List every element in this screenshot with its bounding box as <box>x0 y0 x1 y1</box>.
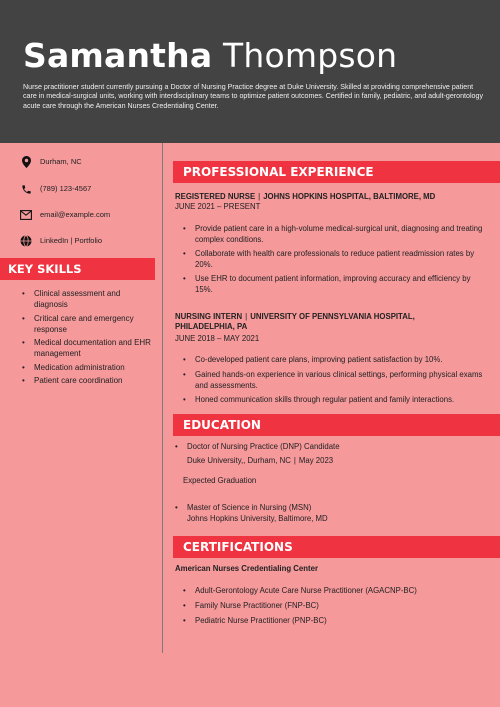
school-1: Duke University,, Durham, NC <box>187 456 291 465</box>
list-item: • Co-developed patient care plans, improving patient satisfaction by 10%. <box>183 354 488 365</box>
list-item: • Collaborate with health care professionals to reduce patient readmission rates by 20%. <box>183 248 488 270</box>
list-item: • Honed communication skills through regular patient and family interactions. <box>183 394 488 405</box>
title-separator: | <box>258 192 261 201</box>
key-skills-heading: KEY SKILLS <box>0 258 155 280</box>
phone-icon <box>20 183 32 195</box>
contact-phone <box>20 183 91 195</box>
bullet-marker: • <box>175 503 178 512</box>
map-pin-icon <box>20 156 32 168</box>
resume-header <box>0 0 500 143</box>
location-text: Durham, NC <box>40 157 82 166</box>
list-item: • Patient care coordination <box>20 375 155 386</box>
job-1-title: REGISTERED NURSE <box>175 192 256 201</box>
graduation-date-1: May 2023 <box>298 456 334 465</box>
list-item: • Medical documentation and EHR management <box>20 337 155 359</box>
list-item: • Gained hands-on experience in various clinical settings, performing physical exams and assessments. <box>183 369 488 391</box>
job-1-bullets <box>183 223 488 295</box>
job-1-dates: JUNE 2021 – PRESENT <box>175 202 261 211</box>
school-1-line <box>187 455 333 466</box>
contact-location <box>20 156 82 168</box>
contact-email <box>20 209 110 221</box>
date-separator: | <box>293 456 296 465</box>
education-heading: EDUCATION <box>173 414 500 436</box>
certifications-list <box>183 585 488 626</box>
list-item: • Pediatric Nurse Practitioner (PNP-BC) <box>183 615 488 626</box>
profile-summary: Nurse practitioner student currently pursuing a Doctor of Nursing Practice degree at Duke University. Skilled at providing comprehensive patient care in medical-surgical units, working with interdisciplinary teams to optimize patient outcomes. Certified in family, pediatric, and adult-gerontology acute care through the American Nurses Credentialing Center. <box>23 83 483 110</box>
globe-icon <box>20 235 32 247</box>
bullet-marker: • <box>175 442 178 451</box>
job-2-employer-line1: UNIVERSITY OF PENNSYLVANIA HOSPITAL, <box>250 312 415 321</box>
job-2-title: NURSING INTERN <box>175 312 243 321</box>
job-2-dates: JUNE 2018 – MAY 2021 <box>175 334 260 343</box>
certifications-heading: CERTIFICATIONS <box>173 536 500 558</box>
job-2-title-line <box>175 312 415 332</box>
last-name: Thompson <box>223 36 398 75</box>
certification-issuer: American Nurses Credentialing Center <box>175 564 318 573</box>
list-item: • Critical care and emergency response <box>20 313 155 335</box>
profile-links[interactable]: LinkedIn | Portfolio <box>40 236 102 245</box>
experience-heading: PROFESSIONAL EXPERIENCE <box>173 161 500 183</box>
candidate-name <box>23 36 397 76</box>
envelope-icon <box>20 209 32 221</box>
degree-1: Doctor of Nursing Practice (DNP) Candidate <box>187 442 340 451</box>
email-link[interactable]: email@example.com <box>40 210 111 219</box>
degree-2: Master of Science in Nursing (MSN) <box>187 503 312 512</box>
school-2: Johns Hopkins University, Baltimore, MD <box>187 514 328 523</box>
list-item: • Provide patient care in a high-volume medical-surgical unit, diagnosing and treating complex conditions. <box>183 223 488 245</box>
list-item: • Family Nurse Practitioner (FNP-BC) <box>183 600 488 611</box>
contact-links <box>20 235 102 247</box>
first-name: Samantha <box>23 36 213 75</box>
list-item: • Use EHR to document patient information, improving accuracy and efficiency by 15%. <box>183 273 488 295</box>
column-divider <box>162 143 163 653</box>
title-separator: | <box>245 312 248 321</box>
key-skills-list <box>20 288 155 389</box>
list-item: • Adult-Gerontology Acute Care Nurse Practitioner (AGACNP-BC) <box>183 585 488 596</box>
job-2-employer-line2: PHILADELPHIA, PA <box>175 322 248 331</box>
job-1-title-line <box>175 192 435 202</box>
job-1-employer: JOHNS HOPKINS HOSPITAL, BALTIMORE, MD <box>263 192 436 201</box>
list-item: • Clinical assessment and diagnosis <box>20 288 155 310</box>
list-item: • Medication administration <box>20 362 155 373</box>
phone-link[interactable]: (789) 123-4567 <box>40 184 92 193</box>
job-2-bullets <box>183 354 488 405</box>
expected-graduation: Expected Graduation <box>183 476 257 485</box>
